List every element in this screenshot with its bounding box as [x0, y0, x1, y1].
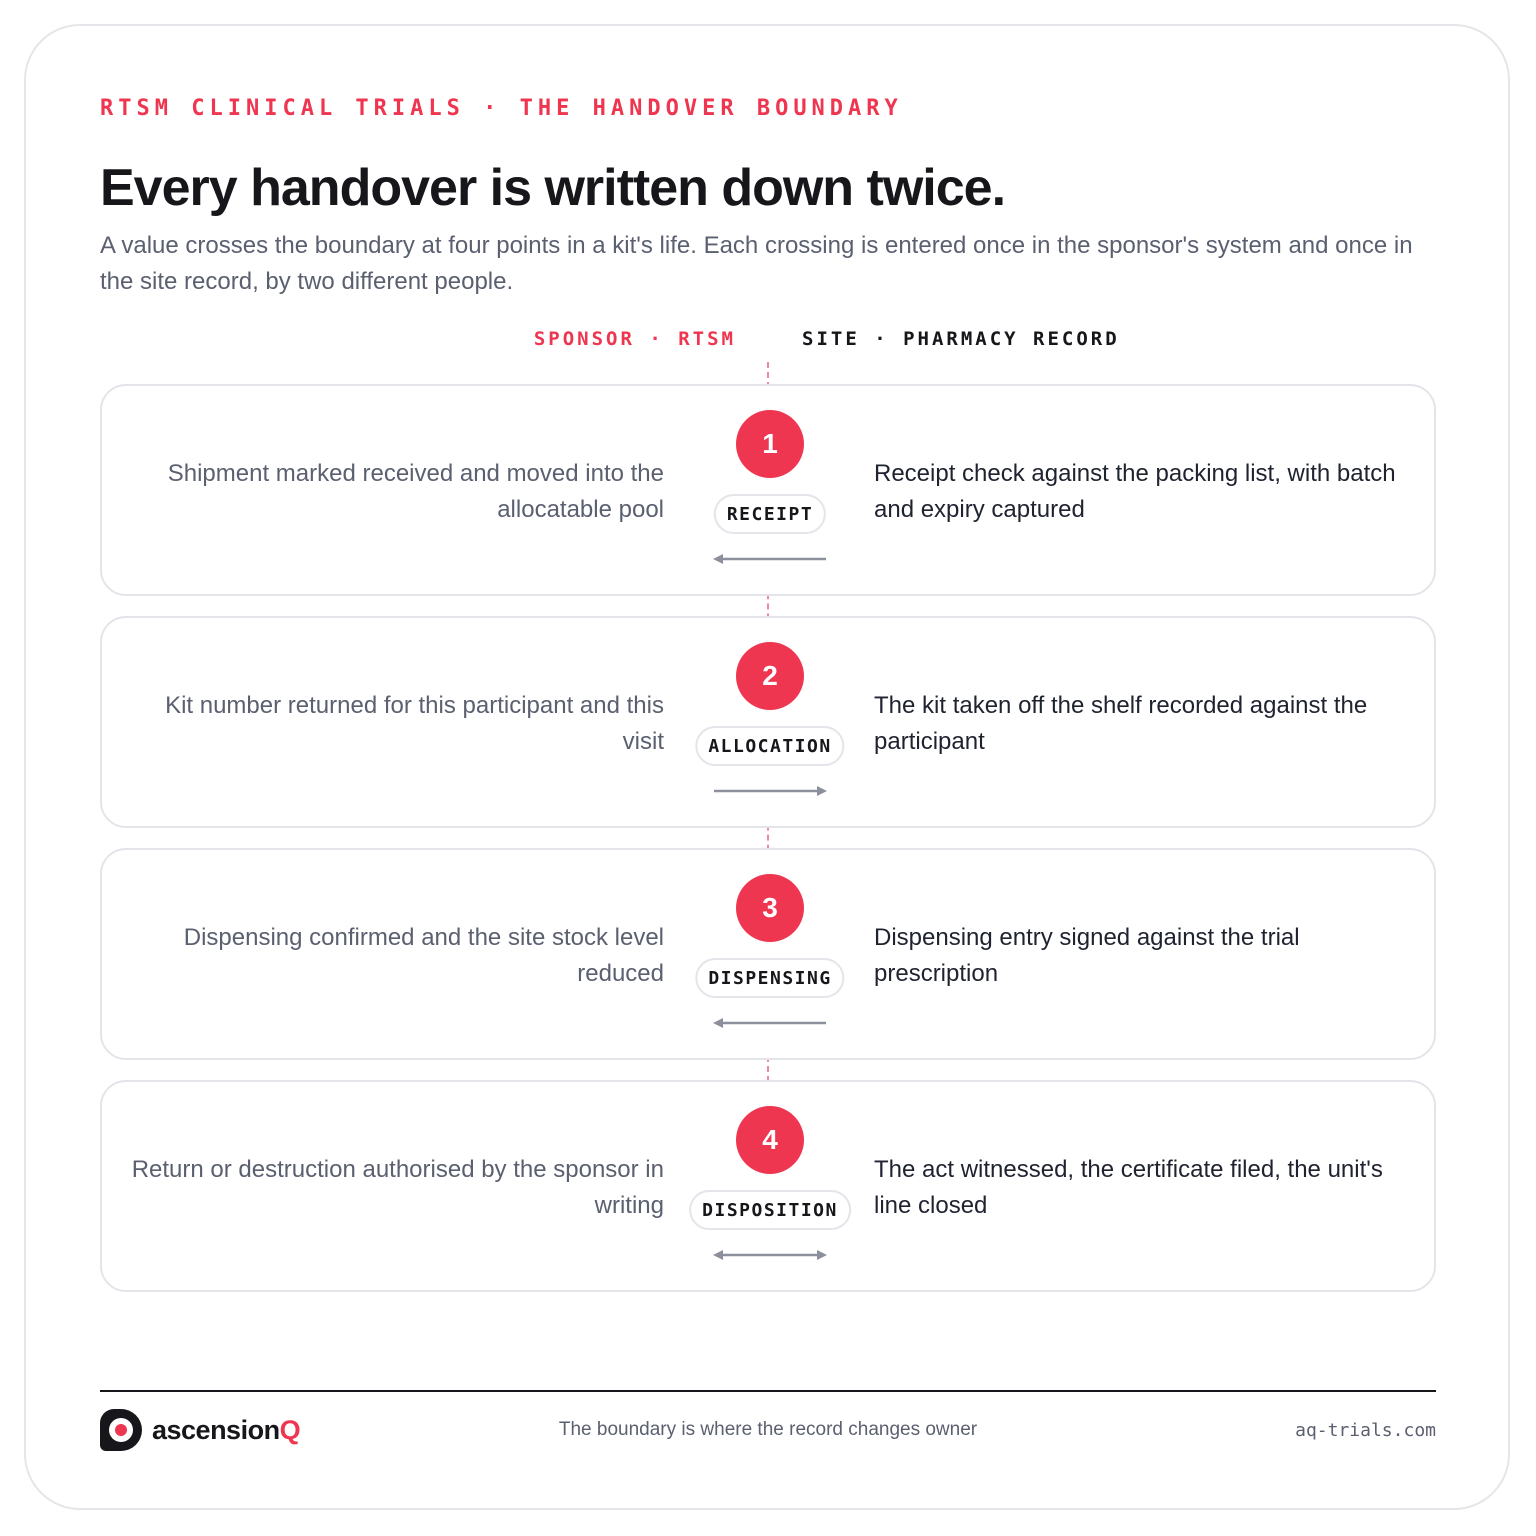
sponsor-text: Dispensing confirmed and the site stock level reduced — [183, 924, 664, 987]
arrow-right-icon — [712, 784, 828, 802]
eyebrow: RTSM CLINICAL TRIALS · THE HANDOVER BOUNDARY — [100, 96, 903, 121]
sponsor-text: Kit number returned for this participant and this visit — [165, 692, 664, 755]
arrow-left-icon — [712, 552, 828, 570]
site-column-heading: SITE · PHARMACY RECORD — [802, 328, 1120, 350]
steps-list — [100, 384, 1436, 1312]
step-number-badge: 2 — [736, 642, 804, 710]
arrow-left-icon — [712, 1016, 828, 1034]
step-number-badge: 4 — [736, 1106, 804, 1174]
sponsor-text: Return or destruction authorised by the sponsor in writing — [131, 1156, 664, 1219]
site-text: Dispensing entry signed against the trial prescription — [874, 924, 1300, 987]
site-text: Receipt check against the packing list, with batch and expiry captured — [874, 460, 1396, 523]
step-allocation — [100, 616, 1436, 828]
step-label-pill: ALLOCATION — [695, 726, 844, 766]
step-dispensing — [100, 848, 1436, 1060]
page-subtitle: A value crosses the boundary at four points in a kit's life. Each crossing is entered once in the sponsor's system and once in the site record, by two different people. — [100, 232, 1413, 295]
step-label-pill: DISPENSING — [695, 958, 844, 998]
footer-url-link[interactable]: aq-trials.com — [1295, 1420, 1436, 1441]
step-number-badge: 3 — [736, 874, 804, 942]
step-number-badge: 1 — [736, 410, 804, 478]
footer-tagline: The boundary is where the record changes owner — [558, 1419, 978, 1440]
sponsor-column-heading: SPONSOR · RTSM — [533, 328, 736, 350]
sponsor-text: Shipment marked received and moved into the allocatable pool — [167, 460, 664, 523]
step-label-pill: RECEIPT — [714, 494, 826, 534]
step-label-pill: DISPOSITION — [689, 1190, 851, 1230]
brand-name: ascension — [152, 1414, 280, 1445]
brand-accent: Q — [279, 1414, 301, 1445]
step-receipt — [100, 384, 1436, 596]
step-disposition — [100, 1080, 1436, 1292]
footer-rule — [100, 1390, 1436, 1392]
arrow-both-icon — [712, 1248, 828, 1266]
site-text: The act witnessed, the certificate filed, the unit's line closed — [874, 1156, 1383, 1219]
site-text: The kit taken off the shelf recorded against the participant — [874, 692, 1368, 755]
page-title: Every handover is written down twice. — [100, 159, 1006, 217]
